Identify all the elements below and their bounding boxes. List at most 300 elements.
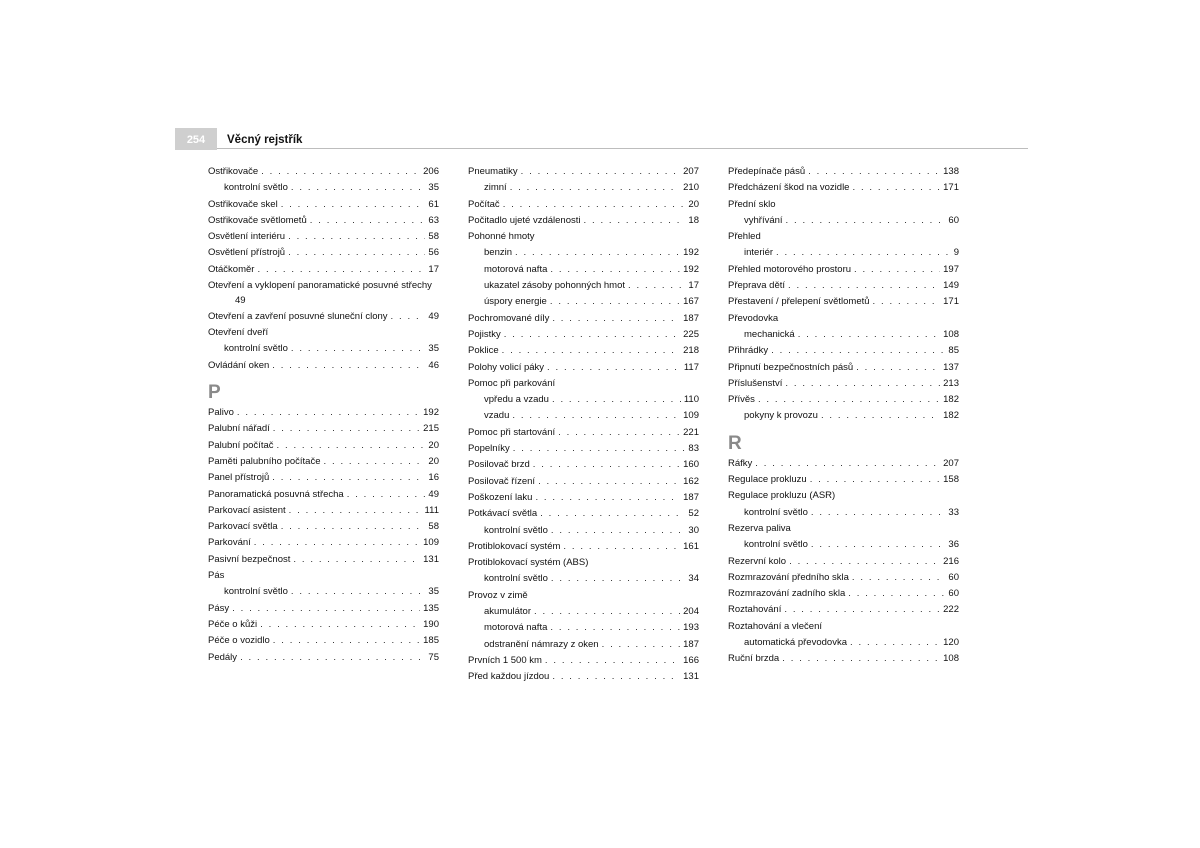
- entry-term: Poklice: [468, 345, 499, 357]
- leader-dots: [755, 456, 940, 472]
- index-entry: [468, 311, 699, 327]
- index-entry: [468, 588, 699, 604]
- entry-page: 111: [424, 504, 439, 516]
- leader-dots: [808, 164, 940, 180]
- index-entry: [728, 294, 959, 310]
- entry-page: 213: [943, 377, 959, 389]
- index-subentry: [728, 245, 959, 261]
- entry-term: Ostřikovače světlometů: [208, 214, 307, 226]
- leader-dots: [856, 360, 940, 376]
- entry-page: 49: [428, 310, 439, 322]
- leader-dots: [784, 602, 940, 618]
- leader-dots: [291, 584, 426, 600]
- index-entry: [208, 309, 439, 325]
- entry-page: 58: [428, 521, 439, 533]
- entry-term: Počítač: [468, 198, 500, 210]
- entry-page: 138: [943, 166, 959, 177]
- leader-dots: [786, 213, 946, 229]
- index-entry: [208, 617, 439, 633]
- leader-dots: [273, 633, 420, 649]
- leader-dots: [551, 523, 686, 539]
- leader-dots: [854, 262, 940, 278]
- index-subentry: [468, 262, 699, 278]
- index-entry: [208, 405, 439, 421]
- index-entry: [208, 535, 439, 551]
- entry-term: zimní: [484, 182, 507, 194]
- leader-dots: [810, 472, 940, 488]
- leader-dots: [789, 554, 940, 570]
- entry-term: Pomoc při startování: [468, 426, 556, 438]
- leader-dots: [785, 376, 940, 392]
- index-entry: [468, 213, 699, 229]
- index-entry: [728, 262, 959, 278]
- index-entry: [468, 474, 699, 490]
- index-entry: [728, 278, 959, 294]
- entry-term: Ostřikovače: [208, 166, 259, 177]
- entry-page: 216: [943, 555, 959, 567]
- entry-term: Otevření a vyklopení panoramatické posuvné střechy: [208, 280, 432, 292]
- entry-term: vpředu a vzadu: [484, 394, 549, 406]
- entry-page: 58: [428, 231, 439, 243]
- entry-term: Parkování: [208, 537, 251, 549]
- entry-page: 63: [428, 214, 439, 226]
- entry-page: 18: [688, 214, 699, 226]
- entry-term: Pasivní bezpečnost: [208, 553, 291, 565]
- entry-page: 193: [683, 622, 699, 634]
- entry-page: 185: [423, 635, 439, 647]
- leader-dots: [850, 635, 940, 651]
- leader-dots: [811, 537, 946, 553]
- leader-dots: [232, 601, 420, 617]
- index-subentry: [468, 637, 699, 653]
- entry-term: Parkovací asistent: [208, 504, 286, 516]
- entry-page: 109: [423, 537, 439, 549]
- index-subentry: [468, 604, 699, 620]
- index-entry: [728, 554, 959, 570]
- leader-dots: [503, 197, 686, 213]
- entry-term: kontrolní světlo: [484, 573, 548, 585]
- entry-page: 52: [688, 508, 699, 520]
- leader-dots: [237, 405, 420, 421]
- index-subentry: [728, 635, 959, 651]
- leader-dots: [293, 552, 420, 568]
- leader-dots: [758, 392, 940, 408]
- page-number: 254: [175, 128, 217, 150]
- entry-page: 17: [688, 280, 699, 292]
- entry-term: Panoramatická posuvná střecha: [208, 488, 344, 500]
- entry-term: Přívěs: [728, 394, 755, 406]
- section-letter: R: [728, 432, 742, 454]
- index-entry: [468, 441, 699, 457]
- entry-page: 75: [428, 651, 439, 663]
- entry-page: 171: [943, 296, 959, 308]
- entry-page: 166: [683, 654, 699, 666]
- leader-dots: [272, 358, 425, 374]
- index-entry: [468, 360, 699, 376]
- entry-page: 56: [428, 247, 439, 259]
- entry-term: Ovládání oken: [208, 359, 270, 371]
- entry-term: kontrolní světlo: [224, 182, 288, 194]
- leader-dots: [391, 309, 426, 325]
- index-entry: [468, 197, 699, 213]
- leader-dots: [310, 213, 426, 229]
- leader-dots: [521, 164, 681, 180]
- entry-term: Pomoc při parkování: [468, 377, 556, 389]
- index-entry: [208, 164, 439, 180]
- entry-term: Rezerva paliva: [728, 522, 791, 534]
- entry-page: 161: [683, 540, 699, 552]
- entry-page: 187: [683, 312, 699, 324]
- entry-page: 49: [428, 488, 439, 500]
- leader-dots: [628, 278, 685, 294]
- leader-dots: [504, 327, 680, 343]
- entry-page: 192: [683, 247, 699, 259]
- leader-dots: [550, 620, 680, 636]
- index-entry: [728, 311, 959, 327]
- entry-term: ukazatel zásoby pohonných hmot: [484, 280, 626, 292]
- leader-dots: [512, 408, 680, 424]
- index-entry: [468, 490, 699, 506]
- page-title: Věcný rejstřík: [227, 134, 303, 146]
- entry-page: 30: [688, 524, 699, 536]
- index-entry: [728, 521, 959, 537]
- entry-page: 120: [943, 637, 959, 649]
- entry-term: Protiblokovací systém: [468, 540, 561, 552]
- index-entry: [208, 487, 439, 503]
- entry-term: Přihrádky: [728, 345, 769, 357]
- entry-page: 167: [683, 296, 699, 308]
- index-subentry: [208, 180, 439, 196]
- leader-dots: [281, 197, 426, 213]
- entry-page: 171: [943, 182, 959, 194]
- index-entry: [728, 586, 959, 602]
- leader-dots: [291, 180, 426, 196]
- entry-term: Předepínače pásů: [728, 166, 806, 177]
- entry-term: benzin: [484, 247, 512, 259]
- index-entry: [468, 653, 699, 669]
- index-entry: [208, 470, 439, 486]
- entry-page: 149: [943, 280, 959, 292]
- index-entry: [728, 180, 959, 196]
- leader-dots: [782, 651, 940, 667]
- entry-term: odstranění námrazy z oken: [484, 638, 599, 650]
- leader-dots: [273, 421, 420, 437]
- leader-dots: [281, 519, 426, 535]
- index-entry: [208, 245, 439, 261]
- leader-dots: [534, 604, 680, 620]
- index-entry: [208, 601, 439, 617]
- entry-page: 187: [683, 491, 699, 503]
- entry-page: 192: [683, 263, 699, 275]
- index-entry: [728, 488, 959, 504]
- entry-page: 158: [943, 474, 959, 486]
- entry-term: Popelníky: [468, 443, 510, 455]
- entry-term: Rezervní kolo: [728, 555, 787, 567]
- leader-dots: [288, 229, 425, 245]
- entry-term: mechanická: [744, 328, 795, 340]
- index-entry: [468, 229, 699, 245]
- index-subentry: [468, 180, 699, 196]
- index-entry: [468, 669, 699, 685]
- leader-dots: [552, 669, 680, 685]
- index-entry: [468, 425, 699, 441]
- entry-page: 204: [683, 606, 699, 618]
- entry-term: Provoz v zimě: [468, 589, 528, 601]
- leader-dots: [552, 311, 680, 327]
- entry-term: Ruční brzda: [728, 653, 780, 665]
- entry-page: 36: [948, 539, 959, 551]
- entry-page: 182: [943, 394, 959, 406]
- index-subentry: [208, 584, 439, 600]
- leader-dots: [550, 262, 680, 278]
- leader-dots: [852, 180, 940, 196]
- entry-term: kontrolní světlo: [224, 343, 288, 355]
- index-entry: [208, 454, 439, 470]
- entry-page-line: [208, 293, 439, 309]
- index-entry: [208, 552, 439, 568]
- index-entry: [728, 197, 959, 213]
- entry-term: Přehled: [728, 231, 761, 243]
- leader-dots: [771, 343, 945, 359]
- entry-page: 20: [428, 455, 439, 467]
- leader-dots: [272, 470, 425, 486]
- entry-page: 108: [943, 328, 959, 340]
- entry-term: Palubní počítač: [208, 439, 274, 451]
- index-entry: [468, 506, 699, 522]
- entry-term: Přestavení / přelepení světlometů: [728, 296, 870, 308]
- entry-page: 34: [688, 573, 699, 585]
- entry-term: Přední sklo: [728, 198, 776, 210]
- index-entry: [728, 376, 959, 392]
- index-entry: [208, 438, 439, 454]
- entry-page: 85: [948, 345, 959, 357]
- entry-term: vzadu: [484, 410, 510, 422]
- entry-term: Prvních 1 500 km: [468, 654, 542, 666]
- entry-term: Roztahování a vlečení: [728, 620, 823, 632]
- leader-dots: [288, 245, 425, 261]
- entry-page: 61: [428, 198, 439, 210]
- entry-page: 17: [428, 263, 439, 275]
- index-entry: [208, 568, 439, 584]
- entry-page: 210: [683, 182, 699, 194]
- entry-page: 9: [953, 247, 959, 259]
- entry-page: 222: [943, 604, 959, 616]
- leader-dots: [540, 506, 685, 522]
- index-subentry: [728, 327, 959, 343]
- leader-dots: [515, 245, 680, 261]
- index-entry: [208, 213, 439, 229]
- entry-page: 60: [948, 571, 959, 583]
- entry-term: Roztahování: [728, 604, 782, 616]
- index-entry: [728, 229, 959, 245]
- entry-term: Pás: [208, 570, 225, 582]
- leader-dots: [550, 294, 680, 310]
- entry-term: Pochromované díly: [468, 312, 550, 324]
- entry-page: 131: [683, 671, 699, 683]
- entry-page: 190: [423, 618, 439, 630]
- index-entry: [468, 555, 699, 571]
- index-entry: [728, 456, 959, 472]
- index-column-1: [208, 164, 439, 666]
- leader-dots: [289, 503, 422, 519]
- entry-term: kontrolní světlo: [744, 539, 808, 551]
- index-entry: [728, 570, 959, 586]
- entry-term: pokyny k provozu: [744, 410, 818, 422]
- entry-term: Protiblokovací systém (ABS): [468, 557, 589, 569]
- entry-page: 206: [423, 166, 439, 177]
- leader-dots: [254, 535, 420, 551]
- entry-term: motorová nafta: [484, 622, 548, 634]
- index-subentry: [468, 523, 699, 539]
- entry-term: Před každou jízdou: [468, 671, 550, 683]
- entry-term: Potkávací světla: [468, 508, 538, 520]
- leader-dots: [873, 294, 941, 310]
- index-entry: [208, 503, 439, 519]
- entry-term: Rozmrazování zadního skla: [728, 588, 846, 600]
- entry-page: 20: [688, 198, 699, 210]
- entry-page: 33: [948, 506, 959, 518]
- index-entry: [728, 164, 959, 180]
- leader-dots: [291, 341, 426, 357]
- leader-dots: [260, 617, 420, 633]
- leader-dots: [584, 213, 686, 229]
- entry-page: 131: [423, 553, 439, 565]
- leader-dots: [602, 637, 681, 653]
- entry-page: 207: [683, 166, 699, 177]
- entry-term: Otevření a zavření posuvné sluneční clony: [208, 310, 388, 322]
- entry-page: 60: [948, 588, 959, 600]
- index-entry: [208, 650, 439, 666]
- entry-page: 49: [235, 294, 246, 306]
- entry-term: Palubní nářadí: [208, 423, 270, 435]
- entry-term: Posilovač řízení: [468, 475, 536, 487]
- entry-page: 182: [943, 410, 959, 422]
- entry-page: 46: [428, 359, 439, 371]
- index-subentry: [208, 341, 439, 357]
- entry-page: 135: [423, 602, 439, 614]
- leader-dots: [513, 441, 686, 457]
- index-entry: [468, 164, 699, 180]
- index-entry: [468, 327, 699, 343]
- page-header: [175, 128, 1028, 150]
- entry-term: Polohy volicí páky: [468, 361, 545, 373]
- entry-term: Osvětlení přístrojů: [208, 247, 286, 259]
- index-subentry: [468, 278, 699, 294]
- entry-term: interiér: [744, 247, 774, 259]
- index-entry: [208, 633, 439, 649]
- entry-term: kontrolní světlo: [484, 524, 548, 536]
- leader-dots: [538, 474, 680, 490]
- index-entry: [468, 376, 699, 392]
- entry-term: kontrolní světlo: [224, 586, 288, 598]
- entry-term: Převodovka: [728, 312, 779, 324]
- index-entry: [728, 602, 959, 618]
- section-letter: P: [208, 382, 221, 404]
- index-entry: [208, 278, 439, 293]
- entry-page: 207: [943, 457, 959, 469]
- entry-page: 117: [683, 361, 699, 373]
- entry-term: Pásy: [208, 602, 230, 614]
- entry-term: Péče o vozidlo: [208, 635, 270, 647]
- index-entry: [728, 651, 959, 667]
- entry-term: Otevření dveří: [208, 327, 269, 339]
- index-subentry: [728, 213, 959, 229]
- entry-page: 35: [428, 586, 439, 598]
- index-entry: [208, 229, 439, 245]
- entry-term: úspory energie: [484, 296, 547, 308]
- entry-term: Ostřikovače skel: [208, 198, 278, 210]
- entry-term: motorová nafta: [484, 263, 548, 275]
- entry-page: 16: [428, 472, 439, 484]
- leader-dots: [535, 490, 680, 506]
- entry-term: automatická převodovka: [744, 637, 847, 649]
- entry-term: Připnutí bezpečnostních pásů: [728, 361, 854, 373]
- entry-page: 192: [423, 407, 439, 419]
- index-subentry: [468, 294, 699, 310]
- index-entry: [728, 392, 959, 408]
- entry-page: 110: [683, 394, 699, 406]
- leader-dots: [563, 539, 680, 555]
- index-subentry: [468, 392, 699, 408]
- entry-page: 20: [428, 439, 439, 451]
- leader-dots: [776, 245, 951, 261]
- leader-dots: [533, 457, 680, 473]
- leader-dots: [277, 438, 426, 454]
- leader-dots: [811, 505, 946, 521]
- leader-dots: [324, 454, 426, 470]
- entry-term: Regulace prokluzu: [728, 474, 807, 486]
- entry-page: 35: [428, 182, 439, 194]
- entry-term: Pedály: [208, 651, 238, 663]
- entry-page: 108: [943, 653, 959, 665]
- entry-page: 35: [428, 343, 439, 355]
- entry-term: Posilovač brzd: [468, 459, 530, 471]
- index-entry: [208, 519, 439, 535]
- entry-page: 83: [688, 443, 699, 455]
- entry-term: vyhřívání: [744, 214, 783, 226]
- entry-term: Paměti palubního počítače: [208, 455, 321, 467]
- leader-dots: [821, 408, 940, 424]
- header-rule: [217, 148, 1028, 149]
- leader-dots: [347, 487, 426, 503]
- entry-page: 160: [683, 459, 699, 471]
- index-subentry: [468, 245, 699, 261]
- leader-dots: [261, 164, 420, 180]
- leader-dots: [852, 570, 946, 586]
- index-subentry: [468, 571, 699, 587]
- entry-page: 187: [683, 638, 699, 650]
- leader-dots: [552, 392, 681, 408]
- index-entry: [728, 472, 959, 488]
- index-entry: [728, 619, 959, 635]
- entry-page: 137: [943, 361, 959, 373]
- index-subentry: [728, 505, 959, 521]
- entry-term: Přeprava dětí: [728, 280, 786, 292]
- leader-dots: [558, 425, 680, 441]
- entry-page: 197: [943, 263, 959, 275]
- entry-term: Přehled motorového prostoru: [728, 263, 852, 275]
- leader-dots: [551, 571, 686, 587]
- entry-term: Osvětlení interiéru: [208, 231, 286, 243]
- index-entry: [208, 325, 439, 341]
- entry-term: Parkovací světla: [208, 521, 278, 533]
- index-entry: [468, 457, 699, 473]
- leader-dots: [240, 650, 425, 666]
- leader-dots: [257, 262, 425, 278]
- index-entry: [728, 343, 959, 359]
- entry-term: Pojistky: [468, 328, 501, 340]
- index-subentry: [468, 408, 699, 424]
